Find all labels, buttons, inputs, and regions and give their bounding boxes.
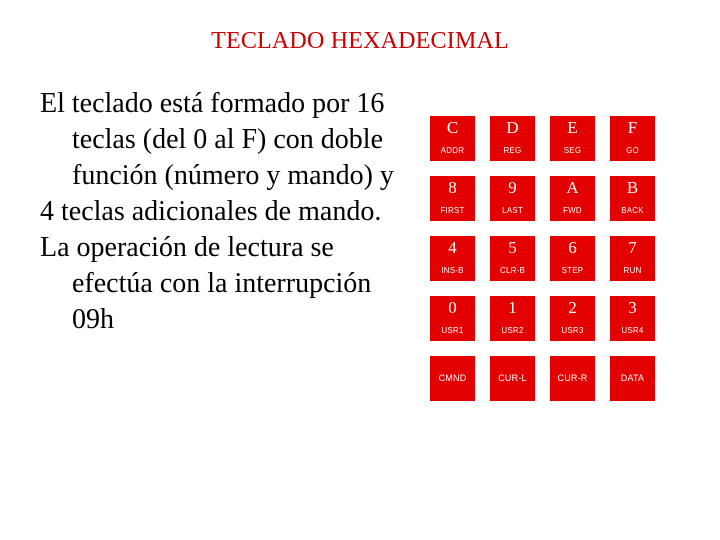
key-sub-label: FIRST (440, 206, 465, 215)
page-title: TECLADO HEXADECIMAL (211, 28, 509, 54)
key-cmnd (430, 356, 475, 401)
key-main-label: C (446, 118, 459, 137)
key-a (550, 176, 595, 221)
key-d (490, 116, 535, 161)
key-sub-label: USR1 (441, 326, 464, 335)
key-sub-label: REG (503, 146, 522, 155)
key-sub-label: CUR-R (557, 373, 588, 383)
key-main-label: F (627, 118, 638, 137)
key-main-label: 5 (508, 238, 517, 257)
key-4 (430, 236, 475, 281)
key-sub-label: SEG (563, 146, 582, 155)
key-3 (610, 296, 655, 341)
key-sub-label: GO (626, 146, 639, 155)
key-sub-label: USR2 (501, 326, 524, 335)
key-main-label: 0 (448, 298, 457, 317)
bullet-item: 4 teclas adicionales de mando. (40, 196, 382, 227)
key-2 (550, 296, 595, 341)
key-main-label: 4 (448, 238, 457, 257)
key-cur-l (490, 356, 535, 401)
key-sub-label: USR3 (561, 326, 584, 335)
key-c (430, 116, 475, 161)
key-sub-label: ADDR (440, 146, 465, 155)
key-b (610, 176, 655, 221)
key-main-label: A (566, 178, 579, 197)
key-8 (430, 176, 475, 221)
key-5 (490, 236, 535, 281)
bullet-item: La operación de lectura se efectúa con la interrupción 09h (40, 232, 372, 335)
key-sub-label: RUN (623, 266, 642, 275)
key-0 (430, 296, 475, 341)
key-e (550, 116, 595, 161)
key-main-label: 8 (448, 178, 457, 197)
key-sub-label: BACK (621, 206, 644, 215)
key-f (610, 116, 655, 161)
bullet-item: El teclado está formado por 16 teclas (del 0 al F) con doble función (número y mando) y (40, 88, 394, 191)
key-6 (550, 236, 595, 281)
key-sub-label: CUR-L (498, 373, 527, 383)
key-sub-label: FWD (563, 206, 582, 215)
key-sub-label: CLR-B (499, 266, 525, 275)
key-9 (490, 176, 535, 221)
key-main-label: 7 (628, 238, 637, 257)
key-main-label: 9 (508, 178, 517, 197)
key-1 (490, 296, 535, 341)
key-main-label: 6 (568, 238, 577, 257)
key-sub-label: CMND (438, 373, 467, 383)
key-main-label: 1 (508, 298, 517, 317)
key-main-label: B (626, 178, 639, 197)
key-main-label: 2 (568, 298, 577, 317)
key-main-label: 3 (628, 298, 637, 317)
key-sub-label: INS-B (441, 266, 464, 275)
key-sub-label: LAST (502, 206, 523, 215)
key-sub-label: STEP (561, 266, 584, 275)
key-data (610, 356, 655, 401)
key-sub-label: DATA (620, 373, 645, 383)
hex-keypad (430, 116, 655, 401)
key-main-label: E (567, 118, 578, 137)
key-sub-label: USR4 (621, 326, 644, 335)
key-cur-r (550, 356, 595, 401)
key-7 (610, 236, 655, 281)
key-main-label: D (506, 118, 519, 137)
bullet-list (40, 86, 410, 338)
